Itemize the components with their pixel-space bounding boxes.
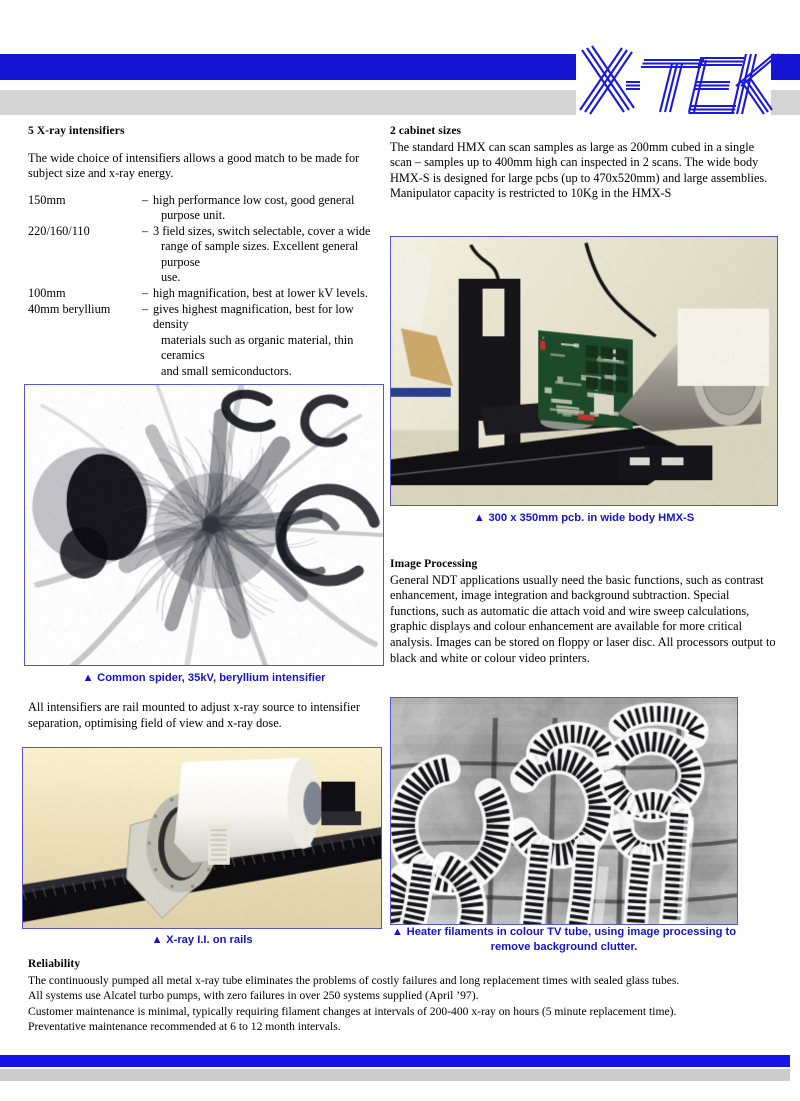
spec-definition: [153, 302, 388, 380]
spec-line: materials such as organic material, thin ceramics: [161, 332, 354, 363]
spec-line: gives highest magnification, best for low density: [153, 301, 354, 332]
spec-term: 40mm beryllium: [28, 301, 111, 316]
intensifiers-intro: The wide choice of intensifiers allows a good match to be made for subject size and x-ray energy.: [28, 150, 360, 181]
photo-hmxs-cabinet: [390, 236, 778, 506]
caption-triangle-icon: ▲: [151, 934, 164, 946]
spec-term: 100mm: [28, 286, 66, 301]
reliability-line: All systems use Alcatel turbo pumps, with zero failures in over 250 systems supplied (April ’97).: [28, 989, 479, 1003]
caption-triangle-icon: ▲: [82, 672, 95, 684]
caption-text: remove background clutter.: [490, 940, 638, 953]
photo-spider-xray: [24, 384, 384, 666]
spec-definition: [153, 286, 388, 302]
caption-text: Heater filaments in colour TV tube, using image processing to: [406, 926, 737, 938]
spec-line: use.: [161, 270, 181, 285]
spec-row: [28, 193, 388, 224]
photo-intensifier-on-rails: [22, 747, 382, 929]
image-processing-block: [390, 557, 776, 666]
intensifiers-heading: 5 X-ray intensifiers: [28, 125, 125, 137]
xtek-logo: [568, 38, 783, 118]
spec-dash: –: [142, 192, 149, 207]
caption-text: 300 x 350mm pcb. in wide body HMX-S: [488, 512, 695, 524]
cabinet-sizes-paragraph: The standard HMX can scan samples as large as 200mm cubed in a single scan – samples up to 400mm high can inspected in 2 scans. The wide body HMX-S is designed for large pcbs (up to 470x520mm) and large assemblies.: [390, 139, 768, 185]
caption-tv: [386, 925, 742, 955]
spec-row: [28, 224, 388, 286]
reliability-line: Customer maintenance is minimal, typically requiring filament changes at intervals of 200-400 x-ray on hours (5 minute replacement time).: [28, 1004, 677, 1018]
caption-hmxs: [390, 511, 778, 526]
left-column: [28, 124, 388, 416]
spec-dash: –: [142, 223, 149, 238]
caption-triangle-icon: ▲: [391, 926, 404, 938]
image-processing-heading: Image Processing: [390, 558, 478, 570]
rails-note-paragraph: All intensifiers are rail mounted to adjust x-ray source to intensifier separation, optimising field of view and x-ray dose.: [28, 700, 360, 730]
spec-dash: –: [142, 286, 149, 301]
spec-term: 220/160/110: [28, 223, 90, 238]
spec-row: [28, 302, 388, 380]
spec-line: range of sample sizes. Excellent general purpose: [161, 239, 359, 269]
spec-definition: [153, 224, 388, 286]
spec-line: high magnification, best at lower kV levels.: [153, 286, 368, 301]
spec-line: high performance low cost, good general: [153, 192, 355, 207]
reliability-block: [28, 957, 776, 1035]
manipulator-capacity-paragraph: Manipulator capacity is restricted to 10Kg in the HMX-S: [390, 186, 672, 201]
spec-row: [28, 286, 388, 302]
cabinet-sizes-heading: 2 cabinet sizes: [390, 125, 462, 137]
photo-tv-tube-filaments-xray: [390, 697, 738, 925]
reliability-line: The continuously pumped all metal x-ray tube eliminates the problems of costly failures and long replacement times with sealed glass tubes.: [28, 973, 680, 987]
spec-line: purpose unit.: [161, 208, 226, 223]
intensifier-spec-list: [28, 193, 388, 417]
caption-text: Common spider, 35kV, beryllium intensifier: [97, 672, 326, 684]
reliability-heading: Reliability: [28, 958, 81, 970]
footer-gray-bar: [0, 1069, 790, 1081]
spec-line: 3 field sizes, switch selectable, cover a wide: [153, 223, 371, 238]
reliability-line: Preventative maintenance recommended at 6 to 12 month intervals.: [28, 1020, 341, 1034]
right-column: [390, 124, 778, 202]
caption-spider: [24, 671, 384, 686]
caption-text: X-ray I.I. on rails: [166, 934, 253, 946]
image-processing-paragraph: General NDT applications usually need the basic functions, such as contrast enhancement, image integration and background subtraction. Special functions, such as automatic die attach void and wire sweep calculations, graphic displays and colour enhancement are available for more critical analysis. Images can be stored on floppy or laser disc. All processors output to black and white or colour video printers.: [390, 572, 776, 665]
caption-triangle-icon: ▲: [473, 512, 486, 524]
spec-term: 150mm: [28, 192, 66, 207]
caption-rails: [22, 933, 382, 948]
spec-definition: [153, 193, 388, 224]
spec-dash: –: [142, 301, 149, 316]
footer-blue-bar: [0, 1055, 790, 1067]
spec-line: and small semiconductors.: [161, 363, 292, 378]
